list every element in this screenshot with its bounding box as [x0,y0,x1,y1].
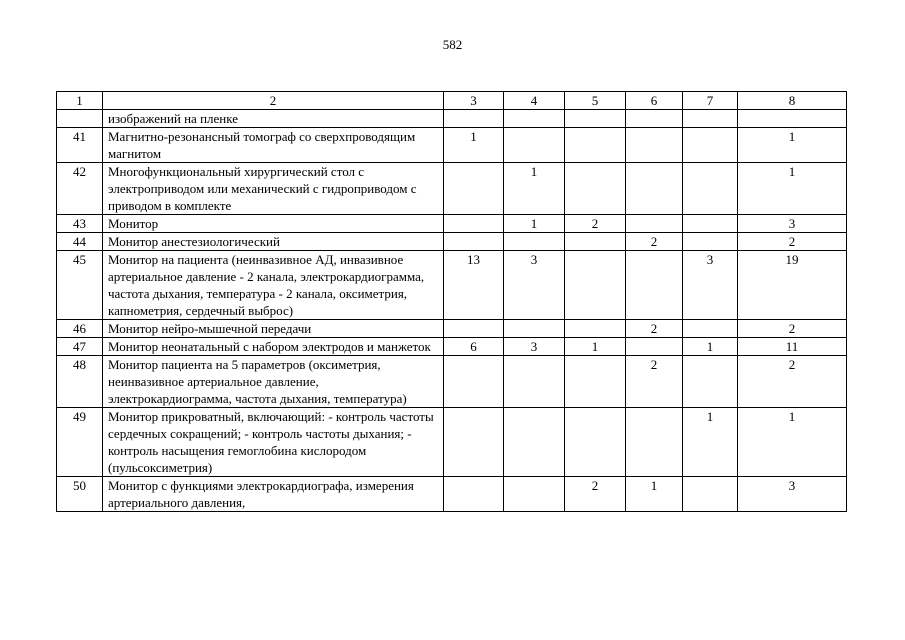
quantity-cell [565,408,626,477]
quantity-cell [504,356,565,408]
row-number-cell: 50 [57,477,103,512]
quantity-cell: 1 [444,128,504,163]
quantity-cell [626,110,683,128]
quantity-cell [626,215,683,233]
row-number-cell: 43 [57,215,103,233]
table-row [57,215,847,233]
quantity-cell [444,408,504,477]
table-row [57,320,847,338]
row-number-cell: 44 [57,233,103,251]
quantity-cell [626,251,683,320]
quantity-cell: 1 [504,163,565,215]
table-header-row [57,92,847,110]
quantity-cell [683,163,738,215]
equipment-table [56,91,847,512]
row-number-cell [57,110,103,128]
item-name-cell: Монитор анестезиологический [103,233,444,251]
quantity-cell [504,233,565,251]
quantity-cell [444,356,504,408]
table-row [57,163,847,215]
quantity-cell [683,356,738,408]
header-cell: 4 [504,92,565,110]
quantity-cell [444,163,504,215]
item-name-cell: Монитор неонатальный с набором электродов и манжеток [103,338,444,356]
quantity-cell [444,320,504,338]
quantity-cell: 2 [626,233,683,251]
item-name-cell: Монитор с функциями электрокардиографа, измерения артериального давления, [103,477,444,512]
header-cell: 6 [626,92,683,110]
quantity-cell [504,110,565,128]
row-number-cell: 47 [57,338,103,356]
quantity-cell [683,233,738,251]
quantity-cell: 2 [626,356,683,408]
quantity-cell [565,233,626,251]
quantity-cell: 3 [683,251,738,320]
quantity-cell [626,163,683,215]
item-name-cell: изображений на пленке [103,110,444,128]
quantity-cell [626,408,683,477]
item-name-cell: Монитор [103,215,444,233]
quantity-cell [683,477,738,512]
table-row [57,356,847,408]
table-row [57,251,847,320]
quantity-cell [626,128,683,163]
quantity-cell: 2 [738,233,847,251]
quantity-cell: 1 [738,128,847,163]
quantity-cell: 13 [444,251,504,320]
quantity-cell [683,128,738,163]
quantity-cell: 1 [504,215,565,233]
row-number-cell: 41 [57,128,103,163]
quantity-cell: 19 [738,251,847,320]
row-number-cell: 48 [57,356,103,408]
table-row [57,408,847,477]
header-cell: 3 [444,92,504,110]
item-name-cell: Монитор нейро-мышечной передачи [103,320,444,338]
quantity-cell: 3 [504,338,565,356]
quantity-cell: 1 [683,338,738,356]
header-cell: 1 [57,92,103,110]
row-number-cell: 42 [57,163,103,215]
quantity-cell: 1 [683,408,738,477]
quantity-cell: 2 [738,356,847,408]
quantity-cell: 2 [565,477,626,512]
row-number-cell: 45 [57,251,103,320]
table-row [57,338,847,356]
header-cell: 2 [103,92,444,110]
quantity-cell [504,477,565,512]
header-cell: 5 [565,92,626,110]
header-cell: 7 [683,92,738,110]
quantity-cell: 3 [504,251,565,320]
quantity-cell: 1 [565,338,626,356]
quantity-cell: 1 [738,408,847,477]
page-number: 582 [442,37,463,52]
table-row [57,233,847,251]
quantity-cell: 6 [444,338,504,356]
quantity-cell [444,110,504,128]
row-number-cell: 46 [57,320,103,338]
table-body [57,92,847,512]
table-row [57,128,847,163]
quantity-cell [444,215,504,233]
item-name-cell: Монитор на пациента (неинвазивное АД, инвазивное артериальное давление - 2 канала, электрокардиограмма, частота дыхания, температура - 2 канала, оксиметрия, капнометрия, сердечный выброс) [103,251,444,320]
quantity-cell: 1 [738,163,847,215]
quantity-cell [444,477,504,512]
quantity-cell [683,215,738,233]
item-name-cell: Магнитно-резонансный томограф со сверхпроводящим магнитом [103,128,444,163]
quantity-cell [683,320,738,338]
quantity-cell [565,128,626,163]
table-row [57,477,847,512]
quantity-cell: 2 [738,320,847,338]
quantity-cell: 1 [626,477,683,512]
quantity-cell: 3 [738,215,847,233]
quantity-cell [565,163,626,215]
header-cell: 8 [738,92,847,110]
quantity-cell [565,356,626,408]
quantity-cell [565,251,626,320]
quantity-cell: 2 [626,320,683,338]
quantity-cell [504,128,565,163]
quantity-cell: 3 [738,477,847,512]
item-name-cell: Монитор прикроватный, включающий: - контроль частоты сердечных сокращений; - контроль частоты дыхания; - контроль насыщения гемоглобина кислородом (пульсоксиметрия) [103,408,444,477]
quantity-cell: 2 [565,215,626,233]
quantity-cell [504,408,565,477]
quantity-cell [565,320,626,338]
quantity-cell [683,110,738,128]
item-name-cell: Монитор пациента на 5 параметров (оксиметрия, неинвазивное артериальное давление, электрокардиограмма, частота дыхания, температура) [103,356,444,408]
quantity-cell [565,110,626,128]
quantity-cell [626,338,683,356]
quantity-cell [444,233,504,251]
quantity-cell [504,320,565,338]
row-number-cell: 49 [57,408,103,477]
quantity-cell [738,110,847,128]
item-name-cell: Многофункциональный хирургический стол с электроприводом или механический с гидроприводом с приводом в комплекте [103,163,444,215]
table-row [57,110,847,128]
quantity-cell: 11 [738,338,847,356]
